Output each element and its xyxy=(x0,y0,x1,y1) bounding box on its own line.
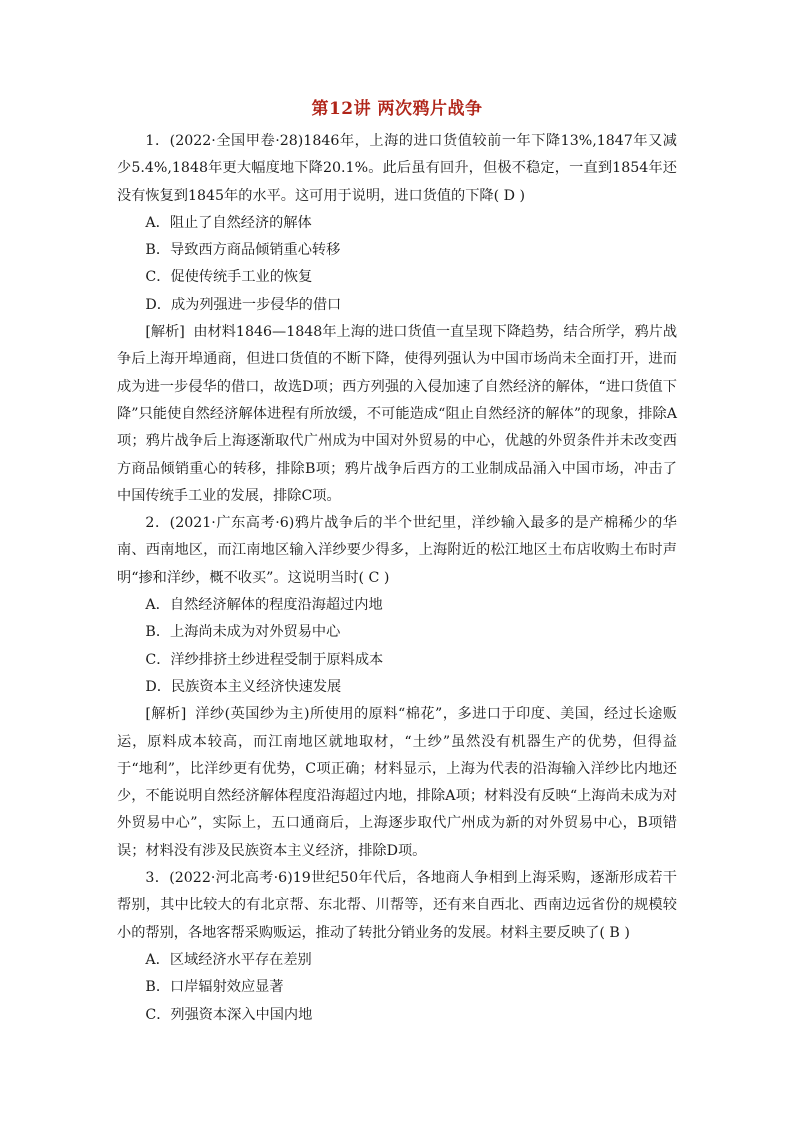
question-stem: 1．(2022·全国甲卷·28)1846年，上海的进口货值较前一年下降13%,1847年又减少5.4%,1848年更大幅度地下降20.1%。此后虽有回升，但极不稳定，一直到1854年还没有恢复到1845年的水平。这可用于说明，进口货值的下降( D ) xyxy=(117,133,677,204)
option-d: D．成为列强进一步侵华的借口 xyxy=(145,296,342,313)
question-stem: 3．(2022·河北高考·6)19世纪50年代后，各地商人争相到上海采购，逐渐形成若干帮别，其中比较大的有北京帮、东北帮、川帮等，还有来自西北、西南边远省份的规模较小的帮别，各地客帮采购贩运，推动了转批分销业务的发展。材料主要反映了( B ) xyxy=(117,870,677,941)
option-b: B．口岸辐射效应显著 xyxy=(145,979,284,996)
option-b: B．导致西方商品倾销重心转移 xyxy=(145,242,341,259)
option-b: B．上海尚未成为对外贸易中心 xyxy=(145,624,341,641)
analysis xyxy=(117,319,677,510)
analysis-text: 由材料1846—1848年上海的进口货值一直呈现下降趋势，结合所学，鸦片战争后上海开埠通商，但进口货值的不断下降，使得列强认为中国市场尚未全面打开，进而成为进一步侵华的借口，故选D项；西方列强的入侵加速了自然经济的解体，“进口货值下降”只能使自然经济解体进程有所放缓，不可能造成“阻止自然经济的解体”的现象，排除A项；鸦片战争后上海逐渐取代广州成为中国对外贸易的中心，优越的外贸条件并未改变西方商品倾销重心的转移，排除B项；鸦片战争后西方的工业制成品涌入中国市场，冲击了中国传统手工业的发展，排除C项。 xyxy=(117,324,678,504)
option-c: C．列强资本深入中国内地 xyxy=(145,1006,313,1023)
analysis-tag: [解析] xyxy=(145,706,187,723)
option-c: C．促使传统手工业的恢复 xyxy=(145,269,313,286)
analysis xyxy=(117,701,677,865)
analysis-text: 洋纱(英国纱为主)所使用的原料“棉花”，多进口于印度、美国，经过长途贩运，原料成本较高，而江南地区就地取材，“土纱”虽然没有机器生产的优势，但得益于“地利”，比洋纱更有优势，C项正确；材料显示，上海为代表的沿海输入洋纱比内地还少，不能说明自然经济解体程度沿海超过内地，排除A项；材料没有反映“上海尚未成为对外贸易中心”，实际上，五口通商后，上海逐步取代广州成为新的对外贸易中心，B项错误；材料没有涉及民族资本主义经济，排除D项。 xyxy=(117,706,677,859)
question-2 xyxy=(117,510,677,865)
option-a: A．阻止了自然经济的解体 xyxy=(145,214,312,231)
option-a: A．自然经济解体的程度沿海超过内地 xyxy=(145,597,383,614)
question-1 xyxy=(117,128,677,510)
question-3 xyxy=(117,865,677,1029)
option-d: D．民族资本主义经济快速发展 xyxy=(145,678,342,695)
option-c: C．洋纱排挤土纱进程受制于原料成本 xyxy=(145,651,384,668)
page-title: 第12讲 两次鸦片战争 xyxy=(311,99,483,119)
option-a: A．区域经济水平存在差别 xyxy=(145,951,312,968)
analysis-tag: [解析] xyxy=(145,324,185,341)
question-stem: 2．(2021·广东高考·6)鸦片战争后的半个世纪里，洋纱输入最多的是产棉稀少的华南、西南地区，而江南地区输入洋纱要少得多，上海附近的松江地区土布店收购土布时声明“掺和洋纱，概不收买”。这说明当时( C ) xyxy=(117,515,677,586)
